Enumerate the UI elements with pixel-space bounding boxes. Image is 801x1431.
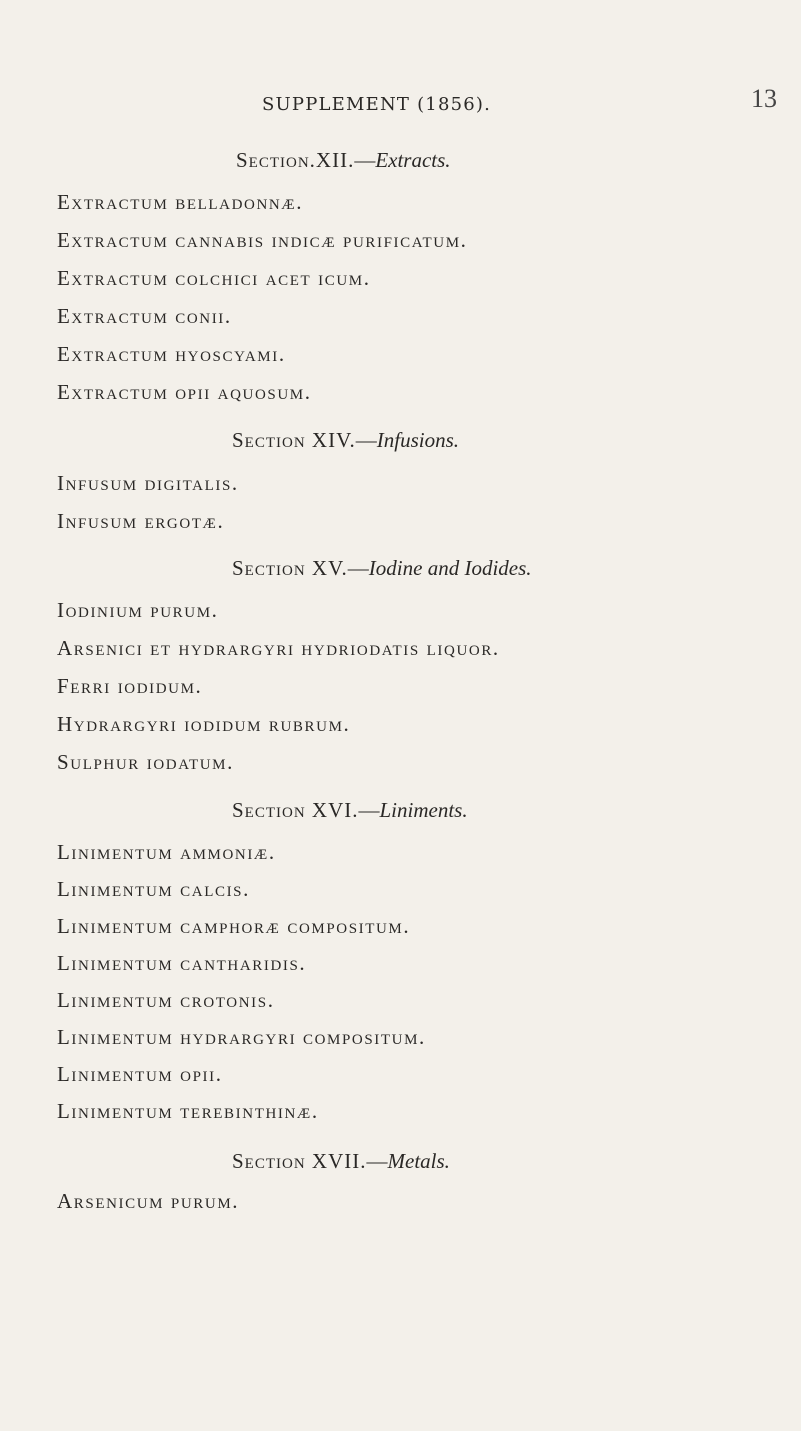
entry-iodinium-purum: Iodinium purum. [57, 598, 219, 622]
entry-infusum-digitalis: Infusum digitalis. [57, 471, 239, 495]
entry-infusum-ergotae: Infusum ergotæ. [57, 509, 225, 533]
section-label: Section XVII. [232, 1149, 367, 1173]
entry-linimentum-cantharidis: Linimentum cantharidis. [57, 951, 307, 975]
entry-extractum-colchici: Extractum colchici acet icum. [57, 266, 371, 290]
entry-extractum-conii: Extractum conii. [57, 304, 232, 328]
section-heading-xii [236, 148, 451, 173]
section-heading-xvi [232, 798, 468, 823]
section-label: Section XV. [232, 556, 348, 580]
entry-linimentum-ammoniae: Linimentum ammoniæ. [57, 840, 276, 864]
entry-linimentum-terebinthinae: Linimentum terebinthinæ. [57, 1099, 319, 1123]
entry-hydrargyri-iodidum: Hydrargyri iodidum rubrum. [57, 712, 351, 736]
section-heading-xvii [232, 1149, 450, 1174]
running-head: SUPPLEMENT (1856). [262, 94, 492, 115]
section-label: Section XIV. [232, 428, 356, 452]
section-topic: Iodine and Iodides. [368, 556, 532, 580]
section-heading-xv [232, 556, 532, 581]
section-topic: Metals. [387, 1149, 450, 1173]
entry-arsenicum-purum: Arsenicum purum. [57, 1189, 240, 1213]
entry-arsenici-liquor: Arsenici et hydrargyri hydriodatis liquor. [57, 636, 500, 660]
section-label: Section XVI. [232, 798, 359, 822]
entry-extractum-opii: Extractum opii aquosum. [57, 380, 312, 404]
entry-extractum-belladonnae: Extractum belladonnæ. [57, 190, 304, 214]
entry-sulphur-iodatum: Sulphur iodatum. [57, 750, 234, 774]
section-label: Section.XII. [236, 148, 355, 172]
entry-linimentum-camphorae: Linimentum camphoræ compositum. [57, 914, 411, 938]
page-number: 13 [751, 84, 777, 113]
section-topic: Infusions. [376, 428, 460, 452]
entry-linimentum-hydrargyri: Linimentum hydrargyri compositum. [57, 1025, 426, 1049]
entry-extractum-cannabis: Extractum cannabis indicæ purificatum. [57, 228, 468, 252]
entry-ferri-iodidum: Ferri iodidum. [57, 674, 203, 698]
entry-linimentum-crotonis: Linimentum crotonis. [57, 988, 275, 1012]
section-topic: Extracts. [375, 148, 451, 172]
entry-extractum-hyoscyami: Extractum hyoscyami. [57, 342, 286, 366]
entry-linimentum-opii: Linimentum opii. [57, 1062, 223, 1086]
section-topic: Liniments. [379, 798, 468, 822]
entry-linimentum-calcis: Linimentum calcis. [57, 877, 250, 901]
section-heading-xiv [232, 428, 459, 453]
